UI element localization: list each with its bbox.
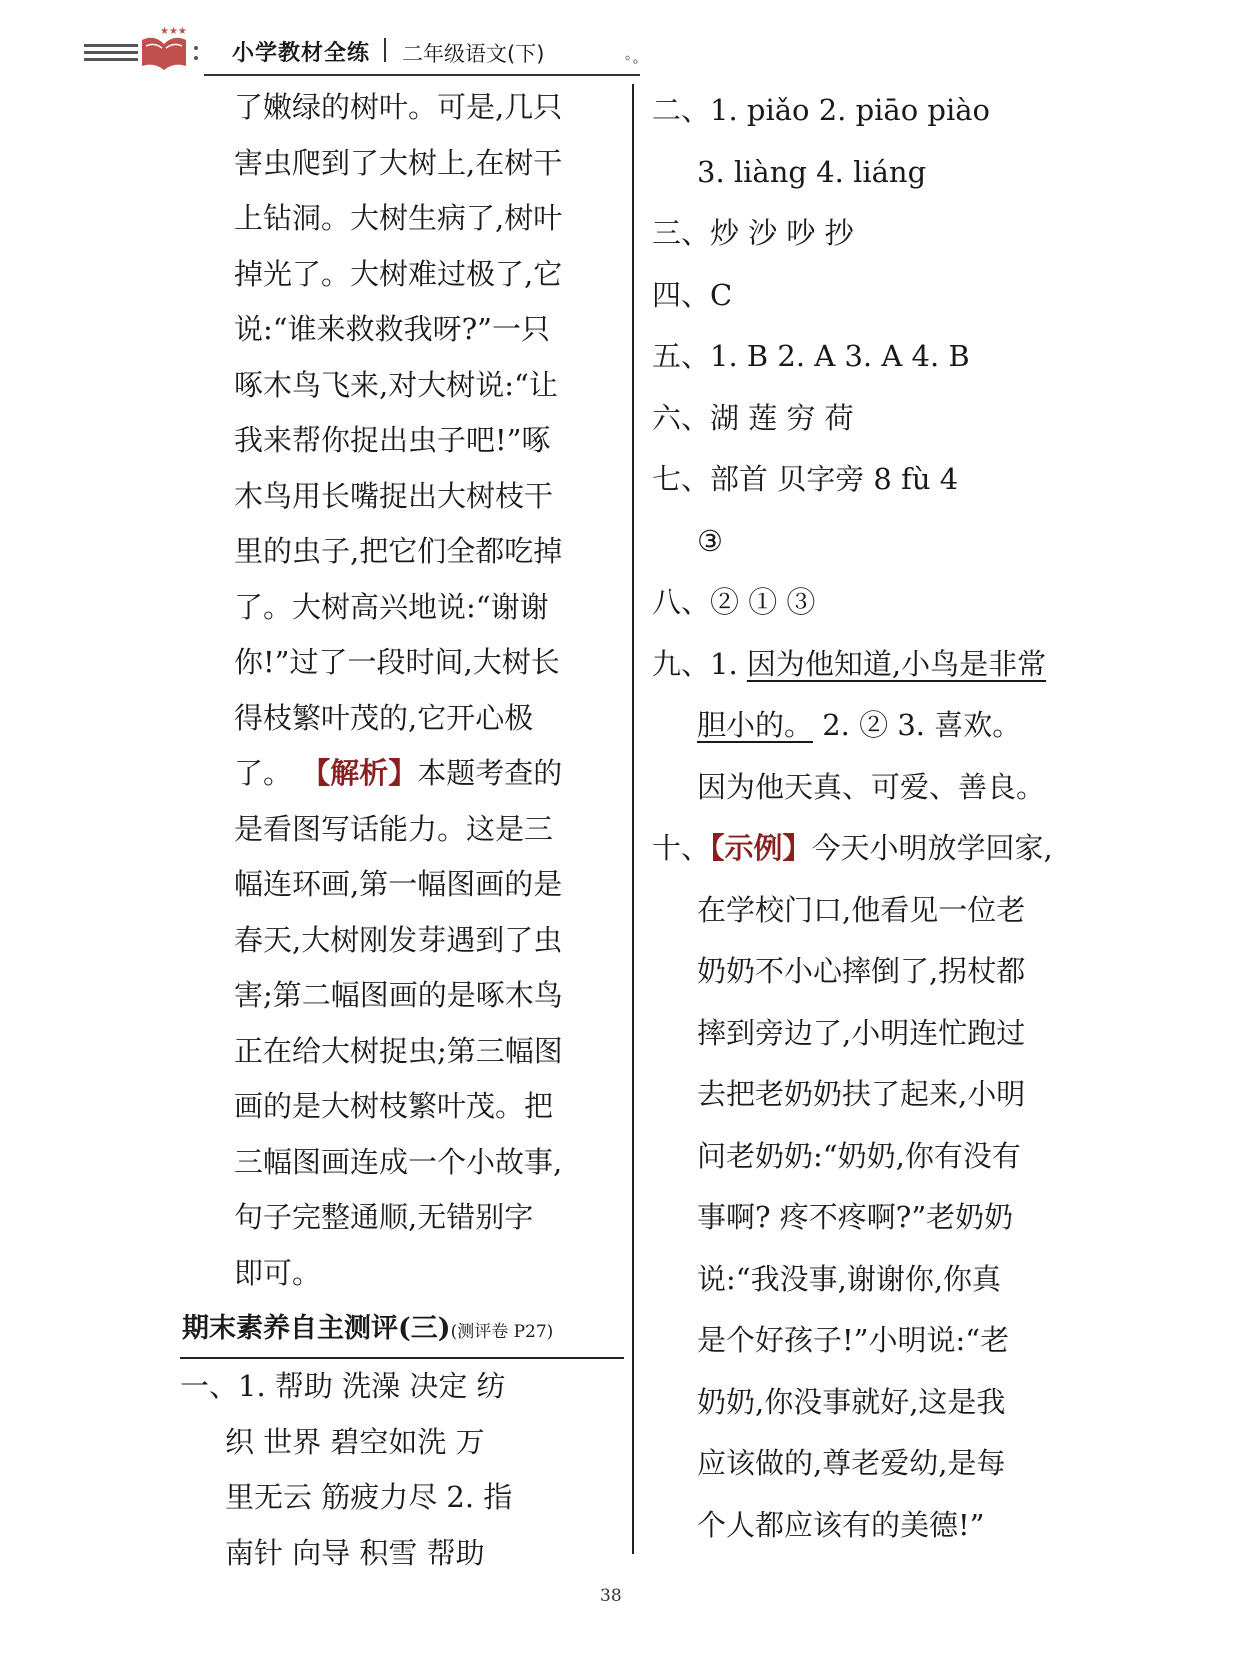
analysis-tag: 【解析】 — [301, 756, 418, 790]
answer-q10-line: 说:“我没事,谢谢你,你真 — [697, 1261, 1002, 1296]
text-line: 我来帮你捉出虫子吧!”啄 — [234, 423, 551, 457]
answer-line: 一、1. 帮助 洗澡 决定 纺 — [180, 1369, 506, 1403]
answer-q10-line: 去把老奶奶扶了起来,小明 — [697, 1077, 1026, 1111]
text-line: 木鸟用长嘴捉出大树枝干 — [234, 478, 554, 513]
text-line: 三幅图画连成一个小故事, — [234, 1144, 563, 1179]
answer-q4: 四、C — [652, 277, 733, 312]
answer-q10-line: 在学校门口,他看见一位老 — [697, 892, 1026, 927]
answer-q2: 二、1. piǎo 2. piāo piào — [652, 93, 990, 127]
example-tag: 【示例】 — [710, 831, 812, 865]
answer-q9-cont: 因为他天真、可爱、善良。 — [697, 769, 1046, 804]
text-fragment: 九、1. — [652, 646, 747, 681]
answer-q7: 七、部首 贝字旁 8 fù 4 — [652, 462, 959, 496]
text-line: 幅连环画,第一幅图画的是 — [234, 867, 563, 901]
answer-q2-cont: 3. liàng 4. liáng — [697, 154, 927, 189]
answer-q10-line: 事啊? 疼不疼啊?”老奶奶 — [697, 1200, 1014, 1234]
text-line: 掉光了。大树难过极了,它 — [234, 256, 563, 291]
text-line: 正在给大树捉虫;第三幅图 — [234, 1033, 563, 1068]
text-line: 了嫩绿的树叶。可是,几只 — [234, 90, 563, 124]
answer-q10-line: 摔到旁边了,小明连忙跑过 — [697, 1015, 1026, 1050]
decoration-icon: °∘ — [624, 54, 640, 70]
answer-line: 织 世界 碧空如洗 万 — [225, 1424, 485, 1459]
underlined-answer: 胆小的。 — [697, 708, 814, 742]
column-divider — [632, 84, 634, 1554]
header-rule — [204, 74, 640, 76]
header-separator — [384, 38, 386, 62]
svg-text:★★★: ★★★ — [160, 26, 187, 37]
answer-q3: 三、炒 沙 吵 抄 — [652, 216, 854, 250]
section-title-text: 期末素养自主测评(三) — [182, 1313, 451, 1344]
text-line: 句子完整通顺,无错别字 — [234, 1200, 534, 1234]
answer-q8: 八、② ① ③ — [652, 585, 816, 619]
answer-q10-line: 应该做的,尊老爱幼,是每 — [697, 1446, 1006, 1480]
text-line: 害;第二幅图画的是啄木鸟 — [234, 978, 563, 1012]
text-fragment: 本题考查的 — [417, 756, 563, 790]
book-subtitle: 二年级语文(下) — [402, 42, 545, 66]
answer-q10-line: 个人都应该有的美德!” — [697, 1507, 985, 1542]
section-reference: (测评卷 P27) — [450, 1322, 554, 1342]
answer-q9 — [652, 634, 1092, 696]
book-brand: 小学教材全练 — [232, 41, 371, 66]
answer-q10-line: 奶奶,你没事就好,这是我 — [697, 1384, 1006, 1419]
answer-q10-line: 是个好孩子!”小明说:“老 — [697, 1323, 1010, 1357]
answer-line: 南针 向导 积雪 帮助 — [225, 1535, 485, 1570]
answer-q10 — [652, 818, 1092, 880]
answer-q7-cont: ③ — [697, 523, 723, 558]
answer-q9-cont — [652, 695, 1092, 757]
text-fragment: 了。 — [234, 756, 302, 790]
text-line: 春天,大树刚发芽遇到了虫 — [234, 922, 563, 957]
answer-q5: 五、1. B 2. A 3. A 4. B — [652, 339, 970, 373]
left-column — [180, 80, 624, 1581]
text-fragment: 2. ② 3. 喜欢。 — [813, 708, 1022, 742]
text-line — [180, 746, 624, 802]
answer-q10-line: 问老奶奶:“奶奶,你有没有 — [697, 1138, 1021, 1173]
book-logo-icon — [84, 22, 204, 74]
text-line: 即可。 — [234, 1255, 322, 1290]
right-column — [652, 80, 1092, 1556]
text-line: 里的虫子,把它们全都吃掉 — [234, 534, 563, 568]
answer-line: 里无云 筋疲力尽 2. 指 — [225, 1480, 513, 1514]
text-line: 了。大树高兴地说:“谢谢 — [234, 589, 549, 624]
text-line: 画的是大树枝繁叶茂。把 — [234, 1089, 554, 1123]
text-line: 得枝繁叶茂的,它开心极 — [234, 700, 534, 735]
text-line: 害虫爬到了大树上,在树干 — [234, 145, 563, 180]
page-header — [84, 14, 640, 78]
page-number: 38 — [600, 1586, 622, 1606]
text-fragment: 十、 — [652, 831, 711, 865]
answer-q10-line: 奶奶不小心摔倒了,拐杖都 — [697, 954, 1026, 988]
text-line: 啄木鸟飞来,对大树说:“让 — [234, 367, 558, 402]
text-line: 你!”过了一段时间,大树长 — [234, 645, 560, 679]
text-fragment: 今天小明放学回家, — [811, 831, 1053, 865]
underlined-answer: 因为他知道,小鸟是非常 — [746, 646, 1047, 681]
answer-q6: 六、湖 莲 穷 荷 — [652, 400, 854, 435]
section-title — [180, 1301, 624, 1359]
text-line: 上钻洞。大树生病了,树叶 — [234, 201, 563, 235]
text-line: 是看图写话能力。这是三 — [234, 811, 554, 846]
text-line: 说:“谁来救救我呀?”一只 — [234, 312, 550, 346]
